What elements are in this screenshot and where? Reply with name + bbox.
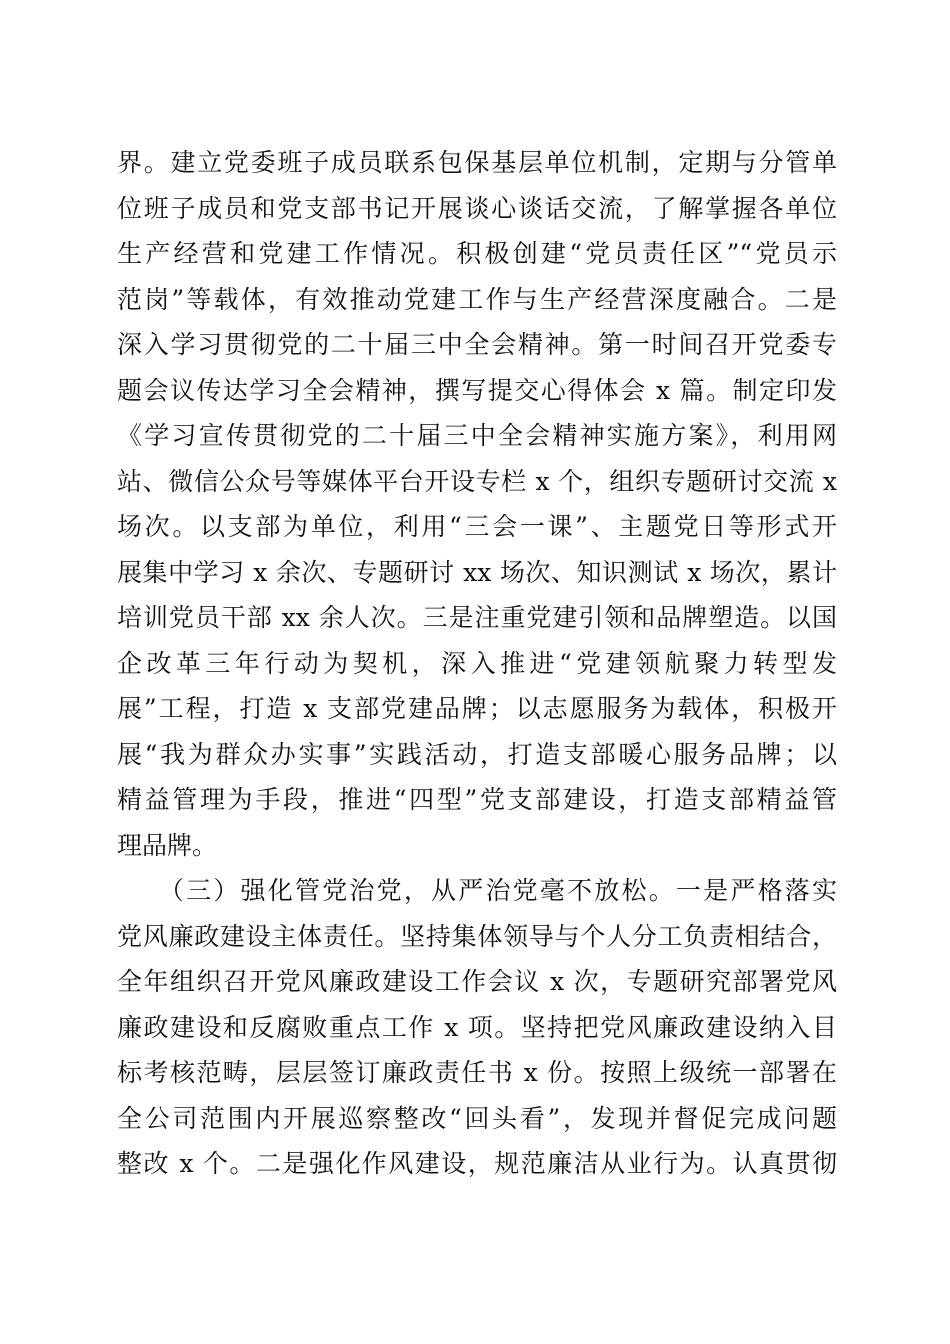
text-line: 全年组织召开党风廉政建设工作会议 x 次，专题研究部署党风	[117, 967, 837, 996]
text-line: 《学习宣传贯彻党的二十届三中全会精神实施方案》，利用网	[117, 421, 837, 450]
text-line: 生产经营和党建工作情况。积极创建“党员责任区”“党员示	[117, 239, 837, 268]
text-line: 全公司范围内开展巡察整改“回头看”，发现并督促完成问题	[117, 1103, 837, 1133]
text-line: 场次。以支部为单位，利用“三会一课”、主题党日等形式开	[117, 512, 837, 541]
text-line: 展集中学习 x 余次、专题研讨 xx 场次、知识测试 x 场次，累计	[117, 557, 837, 587]
text-line: 廉政建设和反腐败重点工作 x 项。坚持把党风廉政建设纳入目	[117, 1012, 837, 1042]
text-line: 整改 x 个。二是强化作风建设，规范廉洁从业行为。认真贯彻	[117, 1149, 837, 1178]
text-line: 党风廉政建设主体责任。坚持集体领导与个人分工负责相结合，	[117, 921, 837, 951]
text-line: 展“我为群众办实事”实践活动，打造支部暖心服务品牌；以	[117, 739, 837, 769]
text-line: 理品牌。	[117, 830, 218, 860]
text-line: 深入学习贯彻党的二十届三中全会精神。第一时间召开党委专	[117, 330, 837, 359]
text-line: 位班子成员和党支部书记开展谈心谈话交流，了解掌握各单位	[117, 193, 837, 223]
text-line: （三）强化管党治党，从严治党毫不放松。一是严格落实	[117, 876, 837, 905]
text-line: 范岗”等载体，有效推动党建工作与生产经营深度融合。二是	[117, 284, 837, 314]
paragraph-1	[117, 140, 837, 868]
text-line: 站、微信公众号等媒体平台开设专栏 x 个，组织专题研讨交流 x	[117, 466, 837, 496]
text-line: 企改革三年行动为契机，深入推进“党建领航聚力转型发	[117, 648, 837, 678]
text-line: 题会议传达学习全会精神，撰写提交心得体会 x 篇。制定印发	[117, 375, 837, 405]
text-line: 界。建立党委班子成员联系包保基层单位机制，定期与分管单	[117, 148, 837, 177]
document-body	[117, 140, 837, 1187]
text-line: 标考核范畴，层层签订廉政责任书 x 份。按照上级统一部署在	[117, 1058, 837, 1087]
paragraph-2	[117, 868, 837, 1187]
text-line: 培训党员干部 xx 余人次。三是注重党建引领和品牌塑造。以国	[117, 603, 837, 632]
text-line: 精益管理为手段，推进“四型”党支部建设，打造支部精益管	[117, 785, 837, 814]
text-line: 展”工程，打造 x 支部党建品牌；以志愿服务为载体，积极开	[117, 694, 837, 723]
